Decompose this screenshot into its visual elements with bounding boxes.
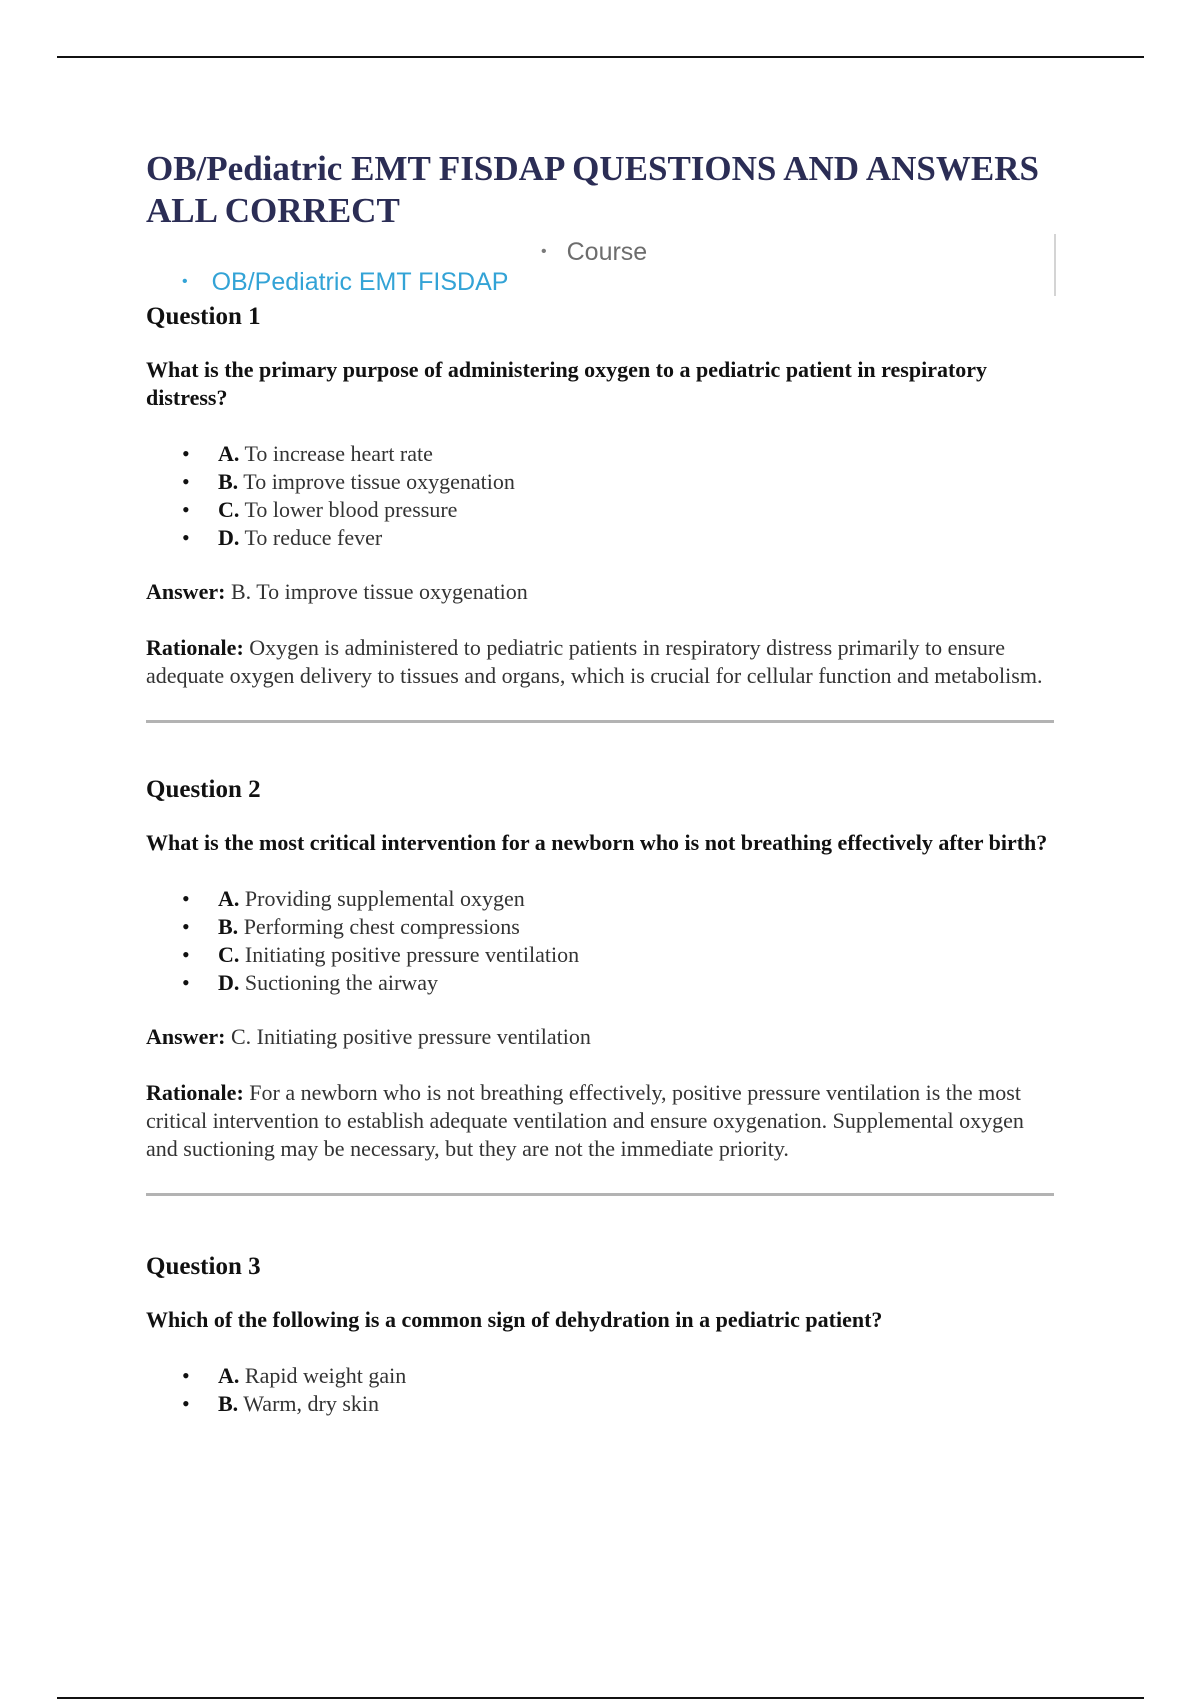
section-divider <box>146 1193 1054 1196</box>
question-block <box>146 1252 1056 1418</box>
question-block <box>146 775 1056 1196</box>
option-letter: A. <box>218 441 240 466</box>
question-label: Question 1 <box>146 303 261 330</box>
option-item <box>146 440 1056 468</box>
meta-course <box>541 238 647 267</box>
option-letter: A. <box>218 886 240 911</box>
bullet-icon: • <box>182 914 190 939</box>
question-block <box>146 302 1056 723</box>
option-text: To reduce fever <box>244 525 383 550</box>
question-text: What is the primary purpose of administering oxygen to a pediatric patient in respiratory distress? <box>146 357 988 410</box>
option-item <box>146 1390 1056 1418</box>
option-text: To improve tissue oxygenation <box>243 469 515 494</box>
options-list <box>146 1362 1056 1418</box>
answer-line <box>146 578 1056 606</box>
bullet-icon: • <box>182 970 190 995</box>
option-item <box>146 885 1056 913</box>
bullet-icon: • <box>182 497 190 522</box>
answer-text: B. To improve tissue oxygenation <box>230 579 528 604</box>
document-meta <box>146 232 1056 302</box>
option-text: To lower blood pressure <box>244 497 458 522</box>
option-text: Performing chest compressions <box>243 914 520 939</box>
meta-course-label: Course <box>566 238 648 266</box>
option-item <box>146 913 1056 941</box>
option-letter: B. <box>218 914 239 939</box>
option-letter: D. <box>218 970 240 995</box>
rationale <box>146 1079 1056 1163</box>
option-letter: C. <box>218 942 240 967</box>
bullet-icon: • <box>182 942 190 967</box>
answer-label: Answer: <box>146 579 226 604</box>
option-item <box>146 941 1056 969</box>
question-label: Question 3 <box>146 1253 261 1280</box>
rationale-text: Oxygen is administered to pediatric patients in respiratory distress primarily to ensure adequate oxygen delivery to tissues and organs, which is crucial for cellular function and metabolism. <box>146 635 1043 688</box>
bullet-icon: • <box>182 441 190 466</box>
bullet-icon: • <box>541 243 547 260</box>
option-item <box>146 1362 1056 1390</box>
option-text: Providing supplemental oxygen <box>244 886 525 911</box>
option-text: Initiating positive pressure ventilation <box>244 942 580 967</box>
options-list <box>146 885 1056 997</box>
option-letter: D. <box>218 525 240 550</box>
bullet-icon: • <box>182 525 190 550</box>
question-label: Question 2 <box>146 776 261 803</box>
option-text: Suctioning the airway <box>244 970 438 995</box>
page-top-rule <box>57 56 1144 58</box>
option-item <box>146 496 1056 524</box>
bullet-icon: • <box>182 273 188 290</box>
option-letter: B. <box>218 469 239 494</box>
rationale-label: Rationale: <box>146 635 244 660</box>
bullet-icon: • <box>182 886 190 911</box>
option-item <box>146 468 1056 496</box>
document-title: OB/Pediatric EMT FISDAP QUESTIONS AND ANSWERS ALL CORRECT <box>146 149 1039 230</box>
option-letter: A. <box>218 1363 240 1388</box>
meta-course-link[interactable] <box>182 268 508 297</box>
meta-divider <box>1054 234 1056 296</box>
option-letter: B. <box>218 1391 239 1416</box>
meta-course-link-text[interactable]: OB/Pediatric EMT FISDAP <box>211 268 509 296</box>
option-text: Warm, dry skin <box>243 1391 380 1416</box>
answer-line <box>146 1023 1056 1051</box>
option-item <box>146 969 1056 997</box>
section-divider <box>146 720 1054 723</box>
bullet-icon: • <box>182 1363 190 1388</box>
bullet-icon: • <box>182 1391 190 1416</box>
answer-label: Answer: <box>146 1024 226 1049</box>
page-bottom-rule <box>57 1697 1144 1699</box>
bullet-icon: • <box>182 469 190 494</box>
rationale-text: For a newborn who is not breathing effectively, positive pressure ventilation is the most critical intervention to establish adequate ventilation and ensure oxygenation. Supplemental oxygen and suctioning may be necessary, but they are not the immediate priority. <box>146 1080 1024 1161</box>
option-letter: C. <box>218 497 240 522</box>
option-text: To increase heart rate <box>244 441 433 466</box>
option-item <box>146 524 1056 552</box>
option-text: Rapid weight gain <box>244 1363 407 1388</box>
answer-text: C. Initiating positive pressure ventilation <box>230 1024 591 1049</box>
rationale <box>146 634 1056 690</box>
document-body <box>146 148 1056 1444</box>
options-list <box>146 440 1056 552</box>
question-text: What is the most critical intervention for a newborn who is not breathing effectively after birth? <box>146 830 1048 855</box>
question-text: Which of the following is a common sign of dehydration in a pediatric patient? <box>146 1307 883 1332</box>
rationale-label: Rationale: <box>146 1080 244 1105</box>
